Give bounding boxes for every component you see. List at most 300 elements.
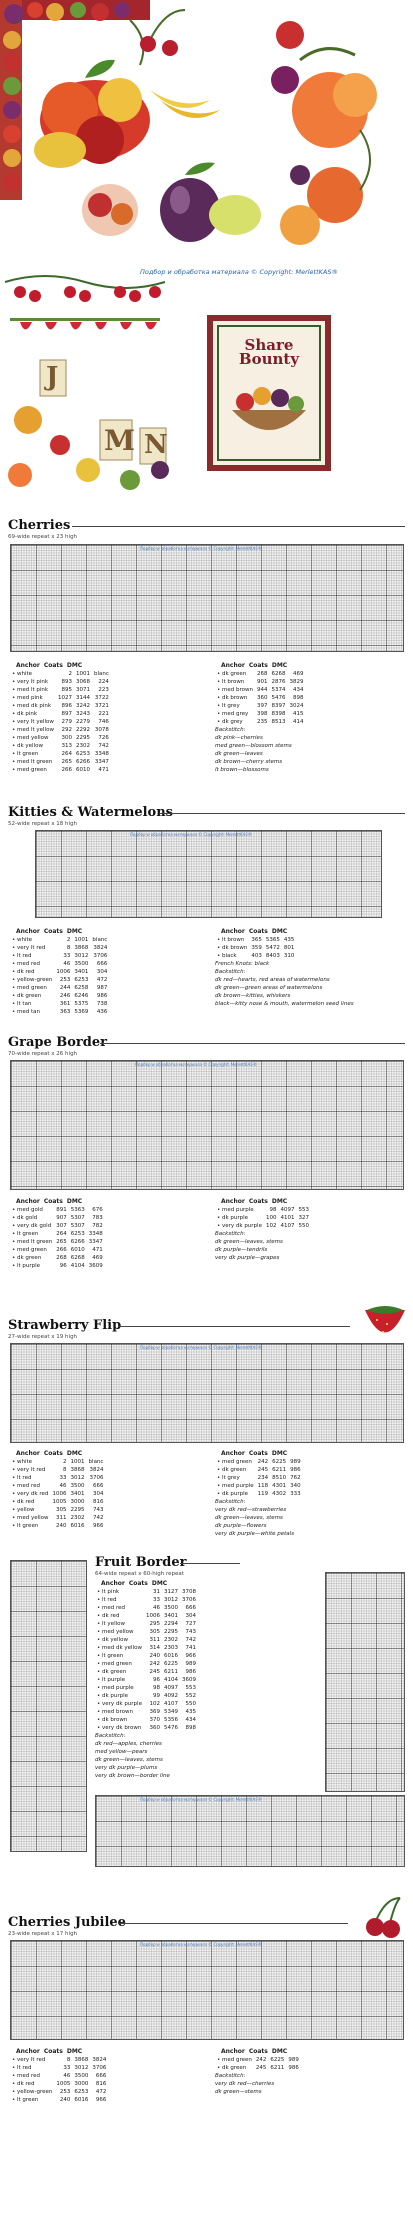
color-name: • dk green (217, 1467, 247, 1473)
floss-number: 1006 (145, 1613, 160, 1619)
backstitch-line: dk pink—cherries (215, 735, 263, 741)
floss-number: 1006 (56, 969, 71, 975)
floss-number: 311 (56, 1515, 67, 1521)
color-key-table (215, 670, 305, 726)
color-name: • black (217, 953, 237, 959)
floss-number: 310 (283, 953, 295, 959)
bananas-motif (150, 90, 220, 118)
title-rule (118, 1923, 348, 1924)
floss-number: 8510 (272, 1475, 287, 1481)
color-key-row (95, 1588, 198, 1596)
color-name: • med green (217, 2057, 252, 2063)
floss-number: 989 (290, 1459, 301, 1465)
color-key-row (10, 1514, 105, 1522)
floss-number: 253 (59, 977, 71, 983)
backstitch-line: dk red—hearts, red areas of watermelons (215, 977, 330, 983)
floss-number: 268 (56, 1255, 67, 1261)
floss-number: 3401 (70, 1491, 85, 1497)
color-key-row (10, 1498, 105, 1506)
color-name: • very lt red (12, 2057, 46, 2063)
floss-number: 986 (290, 1467, 301, 1473)
floss-number: 553 (185, 1685, 196, 1691)
floss-number: 816 (92, 1499, 104, 1505)
color-key-row (10, 734, 111, 742)
color-key-table (215, 2056, 301, 2072)
floss-number: 3868 (74, 945, 89, 951)
floss-number: 896 (61, 703, 72, 709)
floss-number: 99 (152, 1693, 160, 1699)
floss-number: 279 (61, 719, 72, 725)
color-name: • med green (12, 1247, 47, 1253)
color-key-row (95, 1684, 198, 1692)
floss-number: 434 (292, 687, 304, 693)
color-name: • dk brown (217, 945, 248, 951)
floss-number: 4097 (163, 1685, 178, 1691)
color-name: • lt green (12, 751, 39, 757)
floss-number: 33 (59, 1475, 67, 1481)
floss-number: 3706 (89, 1475, 104, 1481)
backstitch-line: lt brown—blossoms (215, 767, 269, 773)
color-key-left: Anchor Coats DMC • white 2 1001 blanc • very lt red 8 3868 3824 • lt red 33 3012 3706 • med red 46 3500 666 • very dk red 1006 3401 304 • dk red 1005 3000 816 • yellow 305 2295 743 • med yellow 311 2302 742 • lt green 240 6016 966 (12, 1450, 104, 1529)
section-title: Kitties & Watermelons (8, 805, 173, 820)
floss-number: 471 (98, 767, 109, 773)
chart-watermark: Подбор и обработка материала © Copyright: MerlettKAS® (140, 1345, 262, 1350)
floss-number: 363 (59, 1009, 71, 1015)
backstitch-line: Backstitch: (215, 727, 246, 733)
color-key-table (10, 2056, 108, 2104)
color-key-right: Anchor Coats DMC • lt brown 365 5365 435 • dk brown 359 5472 801 • black 403 8403 310 French Knots: black Backstitch: dk red—hearts, red areas of watermelons dk green—green areas of watermelons dk brown—kitties, whiskers black—kitty nose & mouth, watermelon seed lines (215, 928, 354, 1007)
floss-number: blanc (88, 1459, 104, 1465)
color-name: • white (12, 1459, 33, 1465)
backstitch-line: Backstitch: (215, 2073, 246, 2079)
color-key-row (10, 2088, 108, 2096)
color-key-row (10, 1262, 105, 1270)
color-key-row (10, 1230, 105, 1238)
color-name: • med green (12, 767, 47, 773)
floss-number: 221 (98, 711, 109, 717)
floss-number: 370 (149, 1717, 160, 1723)
color-key-row (10, 1482, 105, 1490)
floss-number: 550 (298, 1223, 309, 1229)
section-subtitle: 69-wide repeat x 23 high (8, 534, 78, 540)
color-key-row (215, 936, 296, 944)
floss-number: 944 (256, 687, 268, 693)
color-key-row (10, 1000, 109, 1008)
color-name: • med red (12, 2073, 40, 2079)
section-title: Grape Border (8, 1035, 107, 1050)
color-key-left: Anchor Coats DMC • med gold 891 5363 676 • dk gold 907 5307 783 • very dk gold 307 5307 782 • lt green 264 6253 3348 • med lt green 265 6266 3347 • med green 266 6010 471 • dk green 268 6268 469 • lt purple 96 4104 3609 (12, 1198, 103, 1269)
backstitch-notes (215, 726, 305, 774)
floss-number: 435 (185, 1709, 196, 1715)
color-name: • dk green (217, 671, 247, 677)
floss-number: 3068 (75, 679, 90, 685)
floss-number: 4101 (280, 1215, 295, 1221)
floss-number: 264 (56, 1231, 67, 1237)
floss-number: 304 (96, 969, 108, 975)
floss-number: 550 (185, 1701, 196, 1707)
color-key-row (10, 750, 111, 758)
title-rule (100, 1043, 405, 1044)
floss-number: 552 (185, 1693, 196, 1699)
floss-number: 895 (61, 687, 72, 693)
color-name: • dk green (97, 1669, 127, 1675)
color-key-row (10, 1506, 105, 1514)
alphabet-letters (8, 360, 169, 490)
color-name: • lt grey (217, 703, 240, 709)
color-name: • dk red (12, 969, 35, 975)
color-key-row (10, 1254, 105, 1262)
floss-number: 986 (288, 2065, 299, 2071)
color-key-row (215, 1458, 303, 1466)
backstitch-line: Backstitch: (215, 1231, 246, 1237)
color-name: • med yellow (12, 1515, 49, 1521)
floss-number: 3868 (70, 1467, 85, 1473)
floss-number: 3824 (89, 1467, 104, 1473)
floss-number: 898 (185, 1725, 196, 1731)
color-key-row (10, 1474, 105, 1482)
color-key-row (215, 1466, 303, 1474)
color-key-row (215, 944, 296, 952)
floss-number: 4097 (280, 1207, 295, 1213)
color-name: • med green (12, 985, 47, 991)
color-key-right: Anchor Coats DMC • med green 242 6225 989 • dk green 245 6211 986 Backstitch: very dk red—cherries dk green—stems (215, 2048, 299, 2095)
color-key-row (95, 1612, 198, 1620)
backstitch-notes (215, 960, 354, 1008)
color-name: • med green (217, 1459, 252, 1465)
floss-number: 891 (56, 1207, 67, 1213)
floss-number: 5363 (70, 1207, 85, 1213)
floss-number: 434 (185, 1717, 196, 1723)
backstitch-line: med yellow—pears (95, 1749, 148, 1755)
color-name: • lt brown (217, 937, 245, 943)
floss-number: 305 (149, 1629, 160, 1635)
floss-number: 801 (283, 945, 295, 951)
floss-number: 3242 (75, 703, 90, 709)
floss-number: 966 (92, 1523, 104, 1529)
floss-number: 245 (149, 1669, 160, 1675)
color-key-row (10, 686, 111, 694)
floss-number: 816 (95, 2081, 107, 2087)
floss-number: 2302 (163, 1637, 178, 1643)
color-key-row (10, 766, 111, 774)
floss-number: 2302 (70, 1515, 85, 1521)
floss-number: 46 (59, 1483, 67, 1489)
floss-number: 3144 (75, 695, 90, 701)
floss-number: 742 (185, 1637, 196, 1643)
floss-number: 5375 (74, 1001, 89, 1007)
floss-number: 360 (149, 1725, 160, 1731)
color-key-row (215, 686, 305, 694)
color-key-row (95, 1668, 198, 1676)
color-key-table (10, 936, 109, 1016)
color-name: • lt grey (217, 1475, 240, 1481)
color-key-row (215, 1214, 311, 1222)
backstitch-line: dk green—green areas of watermelons (215, 985, 323, 991)
color-key-row (95, 1644, 198, 1652)
color-name: • lt purple (12, 1263, 41, 1269)
chart-watermark: Подбор и обработка материала © Copyright: MerlettKAS® (140, 1942, 262, 1947)
color-key-row (10, 1458, 105, 1466)
color-name: • med yellow (12, 735, 49, 741)
section-subtitle: 23-wide repeat x 17 high (8, 1931, 78, 1937)
floss-number: 2295 (163, 1629, 178, 1635)
floss-number: 4092 (163, 1693, 178, 1699)
sign-line-share: Share (244, 336, 294, 354)
color-name: • med dk pink (12, 703, 52, 709)
floss-number: 987 (96, 985, 108, 991)
color-key-row (10, 1008, 109, 1016)
floss-number: 3071 (75, 687, 90, 693)
floss-number: 8513 (271, 719, 286, 725)
color-key-row (215, 2064, 301, 2072)
floss-number: 3347 (88, 1239, 103, 1245)
cherries-photo (355, 1895, 410, 1940)
color-name: • med yellow (97, 1629, 134, 1635)
floss-number: 4107 (280, 1223, 295, 1229)
color-name: • dk red (97, 1613, 120, 1619)
color-name: • dk yellow (97, 1637, 128, 1643)
color-name: • lt tan (12, 1001, 32, 1007)
color-key-row (215, 1474, 303, 1482)
color-key-row (10, 678, 111, 686)
color-name: • med brown (217, 687, 253, 693)
backstitch-line: dk brown—cherry stems (215, 759, 283, 765)
floss-number: 361 (59, 1001, 71, 1007)
color-key-row (95, 1620, 198, 1628)
floss-number: 314 (149, 1645, 160, 1651)
color-name: • very dk gold (12, 1223, 52, 1229)
floss-number: 2302 (75, 743, 90, 749)
backstitch-line: very dk red—strawberries (215, 1507, 287, 1513)
floss-number: 2295 (70, 1507, 85, 1513)
floss-number: 6268 (271, 671, 286, 677)
color-name: • med red (97, 1605, 125, 1611)
plum-motif (160, 163, 261, 243)
floss-number: 435 (283, 937, 295, 943)
color-name: • dk brown (97, 1717, 128, 1723)
floss-number: 1001 (70, 1459, 85, 1465)
floss-number: 3824 (92, 2057, 107, 2063)
section-subtitle: 70-wide repeat x 26 high (8, 1051, 78, 1057)
fruit-bowl (34, 60, 150, 236)
color-key-row (10, 960, 109, 968)
color-key-table (215, 1458, 303, 1498)
backstitch-line: black—kitty nose & mouth, watermelon seed lines (215, 1001, 354, 1007)
color-name: • med lt pink (12, 687, 49, 693)
color-key-row (95, 1660, 198, 1668)
floss-number: 266 (61, 767, 72, 773)
floss-number: 6016 (70, 1523, 85, 1529)
floss-number: 6016 (163, 1653, 178, 1659)
color-key-row (95, 1628, 198, 1636)
floss-number: 253 (59, 2089, 71, 2095)
color-key-left: Anchor Coats DMC • white 2 1001 blanc • very lt pink 893 3068 224 • med lt pink 895 3071 223 • med pink 1027 3144 3722 • med dk pink 896 3242 3721 • dk pink 897 3243 221 • very lt yellow 279 2279 746 • med lt yellow 292 2292 3078 • med yellow 300 2295 726 • dk yellow 313 2302 742 • lt green 264 6253 3348 • med lt green 265 6266 3347 • med green 266 6010 471 (12, 662, 109, 773)
backstitch-line: very dk purple—white petals (215, 1531, 295, 1537)
color-name: • very lt yellow (12, 719, 54, 725)
alphabet-letter-m: M (104, 424, 135, 457)
floss-number: 414 (292, 719, 304, 725)
section-title: Fruit Border (95, 1555, 187, 1570)
floss-number: 98 (152, 1685, 160, 1691)
floss-number: 4301 (272, 1483, 287, 1489)
color-key-row (10, 968, 109, 976)
floss-number: 6225 (272, 1459, 287, 1465)
color-key-table (10, 1206, 105, 1270)
floss-number: 762 (290, 1475, 301, 1481)
backstitch-line: dk brown—kitties, whiskers (215, 993, 291, 999)
backstitch-line: Backstitch: (95, 1733, 126, 1739)
floss-number: 3722 (94, 695, 109, 701)
color-name: • very lt red (12, 1467, 46, 1473)
color-key-row (95, 1604, 198, 1612)
floss-number: 6266 (70, 1239, 85, 1245)
color-key-row (215, 710, 305, 718)
floss-number: 897 (61, 711, 72, 717)
color-key-row (95, 1652, 198, 1660)
floss-number: 359 (251, 945, 262, 951)
floss-number: 3012 (74, 953, 89, 959)
floss-number: 1005 (52, 1499, 67, 1505)
sign-line-bounty: Bounty (238, 350, 300, 368)
color-name: • med red (12, 1483, 40, 1489)
color-name: • lt green (12, 2097, 39, 2103)
color-name: • lt green (12, 1231, 39, 1237)
floss-number: 307 (56, 1223, 67, 1229)
title-rule (72, 526, 405, 527)
floss-number: 3706 (92, 2065, 107, 2071)
color-name: • med purple (217, 1483, 254, 1489)
floss-number: 3609 (181, 1677, 196, 1683)
section-title: Strawberry Flip (8, 1318, 122, 1333)
cross-stitch-chart (10, 1343, 404, 1443)
floss-number: 33 (63, 953, 71, 959)
floss-number: 5374 (271, 687, 286, 693)
floss-number: blanc (93, 671, 109, 677)
backstitch-notes (215, 2072, 301, 2096)
floss-number: 782 (92, 1223, 103, 1229)
color-name: • dk brown (217, 695, 248, 701)
color-key-row (10, 2080, 108, 2088)
color-key-row (10, 670, 111, 678)
share-bounty-sign (226, 338, 312, 366)
color-key-table (10, 670, 111, 774)
floss-number: 5369 (74, 1009, 89, 1015)
floss-number: 333 (290, 1491, 301, 1497)
color-name: • dk red (12, 2081, 35, 2087)
floss-number: 3708 (181, 1589, 196, 1595)
floss-number: 3500 (163, 1605, 178, 1611)
floss-number: 235 (256, 719, 268, 725)
floss-number: 6225 (163, 1661, 178, 1667)
floss-number: 100 (265, 1215, 277, 1221)
color-name: • dk purple (217, 1215, 249, 1221)
floss-number: 46 (152, 1605, 160, 1611)
color-name: • dk grey (217, 719, 243, 725)
floss-number: 3706 (93, 953, 108, 959)
floss-number: 118 (257, 1483, 269, 1489)
floss-number: 5365 (265, 937, 280, 943)
color-name: • very dk purple (217, 1223, 262, 1229)
color-key-row (10, 992, 109, 1000)
color-name: • very lt pink (12, 679, 49, 685)
color-key-row (10, 2072, 108, 2080)
floss-number: 783 (92, 1215, 103, 1221)
color-key-row (10, 952, 109, 960)
floss-number: 746 (98, 719, 109, 725)
floss-number: 3829 (289, 679, 304, 685)
floss-number: 1005 (56, 2081, 71, 2087)
floss-number: 3000 (74, 2081, 89, 2087)
color-name: • lt green (97, 1653, 124, 1659)
floss-number: 3824 (93, 945, 108, 951)
floss-number: 292 (61, 727, 72, 733)
floss-number: 119 (257, 1491, 269, 1497)
backstitch-line: dk green—leaves, stems (215, 1239, 283, 1245)
alphabet-letter-j: J (46, 362, 59, 392)
color-key: Anchor Coats DMC • lt pink 31 3127 3708 • lt red 33 3012 3706 • med red 46 3500 666 • dk red 1006 3401 304 • lt yellow 295 2294 727 • med yellow 305 2295 743 • dk yellow 311 2302 742 • med dk yellow 314 2303 741 • lt green 240 6016 966 • med green 242 6225 989 • dk green 245 6211 986 • lt purple 96 4104 3609 • med purple 98 4097 553 • dk purple 99 4092 552 • very dk purple 102 4107 550 • med brown 369 5349 435 • dk brown 370 5356 434 • very dk brown 360 5476 898 Backstitch: dk red—apples, cherries med yellow—pears dk green—leaves, stems very dk purple—plums very dk brown—border line (95, 1580, 196, 1779)
floss-number: 31 (152, 1589, 160, 1595)
floss-number: 2294 (163, 1621, 178, 1627)
floss-number: 4104 (70, 1263, 85, 1269)
floss-number: 3012 (74, 2065, 89, 2071)
floss-number: 102 (149, 1701, 160, 1707)
color-key-row (215, 702, 305, 710)
floss-number: 966 (95, 2097, 107, 2103)
color-name: • lt red (12, 953, 32, 959)
color-key-right: Anchor Coats DMC • med purple 98 4097 553 • dk purple 100 4101 327 • very dk purple 102 4107 550 Backstitch: dk green—leaves, stems dk purple—tendrils very dk purple—grapes (215, 1198, 309, 1261)
color-key-row (10, 710, 111, 718)
cross-stitch-chart (10, 544, 404, 652)
color-key-row (95, 1636, 198, 1644)
backstitch-notes (215, 1230, 311, 1262)
floss-number: 304 (92, 1491, 104, 1497)
section-subtitle: 64-wide repeat x 60-high repeat (95, 1571, 184, 1577)
floss-number: 327 (298, 1215, 309, 1221)
color-key-row (10, 1206, 105, 1214)
floss-number: 3348 (88, 1231, 103, 1237)
floss-number: 96 (152, 1677, 160, 1683)
color-name: • lt red (12, 1475, 32, 1481)
color-name: • med green (97, 1661, 132, 1667)
title-rule (118, 1326, 350, 1327)
floss-number: 5476 (163, 1725, 178, 1731)
horizontal-border-chart (95, 1795, 405, 1867)
color-name: • dk gold (12, 1215, 38, 1221)
color-name: • med lt green (12, 759, 53, 765)
floss-number: 2 (63, 1459, 67, 1465)
alphabet-letter-n: N (144, 430, 168, 460)
floss-number: 3347 (94, 759, 109, 765)
color-name: • yellow-green (12, 2089, 53, 2095)
color-name: • yellow (12, 1507, 35, 1513)
floss-number: 3012 (70, 1475, 85, 1481)
backstitch-line: dk purple—tendrils (215, 1247, 268, 1253)
floss-number: 3500 (70, 1483, 85, 1489)
floss-number: 242 (255, 2057, 267, 2063)
floss-number: 3127 (163, 1589, 178, 1595)
backstitch-notes (215, 1498, 303, 1538)
color-key-row (10, 718, 111, 726)
floss-number: 369 (149, 1709, 160, 1715)
backstitch-line: Backstitch: (215, 1499, 246, 1505)
corner-border-chart (325, 1572, 405, 1792)
floss-number: 3243 (75, 711, 90, 717)
color-name: • med purple (97, 1685, 134, 1691)
floss-number: 33 (63, 2065, 71, 2071)
color-key-row (215, 718, 305, 726)
floss-number: 2 (68, 671, 72, 677)
floss-number: 5307 (70, 1223, 85, 1229)
